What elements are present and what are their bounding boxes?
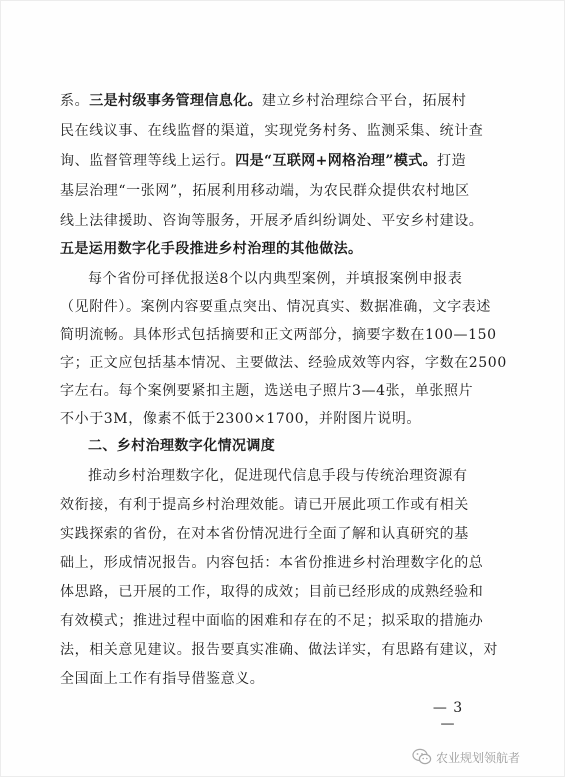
text-span: 建立乡村治理综合平台，拓展村	[262, 93, 467, 109]
text-line-15: 效衔接，有利于提高乡村治理效能。请已开展此项工作或有相关	[60, 497, 469, 513]
text-line-2: 民在线议事、在线监督的渠道，实现党务村务、监测采集、统计查	[60, 123, 484, 139]
text-line-16: 实践探索的省份，在对本省份情况进行全面了解和认真研究的基	[60, 526, 469, 542]
text-line-4: 基层治理“一张网”，拓展利用移动端，为农民群众提供农村地区	[60, 183, 470, 199]
text-line-12: 不小于3M，像素不低于2300×1700，并附图片说明。	[60, 411, 422, 427]
text-line-17: 础上，形成情况报告。内容包括：本省份推进乡村治理数字化的总	[60, 555, 484, 571]
text-line-18: 体思路，已开展的工作，取得的成效；目前已经形成的成熟经验和	[60, 584, 484, 600]
page-number: — 3 —	[432, 700, 464, 732]
watermark	[412, 746, 520, 768]
bold-heading-three: 三是村级事务管理信息化。	[89, 93, 263, 109]
bold-heading-five: 五是运用数字化手段推进乡村治理的其他做法。	[60, 241, 363, 257]
watermark-text: 农业规划领航者	[436, 750, 521, 765]
text-span: 打造	[437, 153, 467, 169]
text-span: 询、监督管理等线上运行。	[60, 153, 236, 169]
wechat-icon	[412, 748, 432, 766]
text-line-9: 简明流畅。具体形式包括摘要和正文两部分，摘要字数在100—150	[60, 327, 497, 343]
section-heading: 二、乡村治理数字化情况调度	[88, 438, 276, 454]
text-line-21: 全国面上工作有指导借鉴意义。	[60, 671, 265, 687]
text-line-14: 推动乡村治理数字化，促进现代信息手段与传统治理资源有	[88, 468, 468, 484]
text-line-3	[60, 152, 510, 170]
text-line-5: 线上法律援助、咨询等服务，开展矛盾纠纷调处、平安乡村建设。	[60, 213, 484, 229]
bold-heading-four: 四是“互联网+网格治理”模式。	[235, 153, 438, 169]
text-line-11: 字左右。每个案例要紧扣主题，选送电子照片3—4张，单张照片	[60, 383, 474, 399]
text-line-19: 有效模式；推进过程中面临的困难和存在的不足；拟采取的措施办	[60, 613, 484, 629]
text-line-7: 每个省份可择优报送8个以内典型案例，并填报案例申报表	[88, 271, 463, 287]
text-span: 系。	[60, 93, 90, 109]
text-line-10: 字；正文应包括基本情况、主要做法、经验成效等内容，字数在2500	[60, 355, 507, 371]
text-line-20: 法，相关意见建议。报告要真实准确、做法详实，有思路有建议，对	[60, 642, 498, 658]
text-line-1	[60, 92, 510, 110]
text-line-8: （见附件）。案例内容要重点突出、情况真实、数据准确，文字表述	[60, 299, 491, 315]
